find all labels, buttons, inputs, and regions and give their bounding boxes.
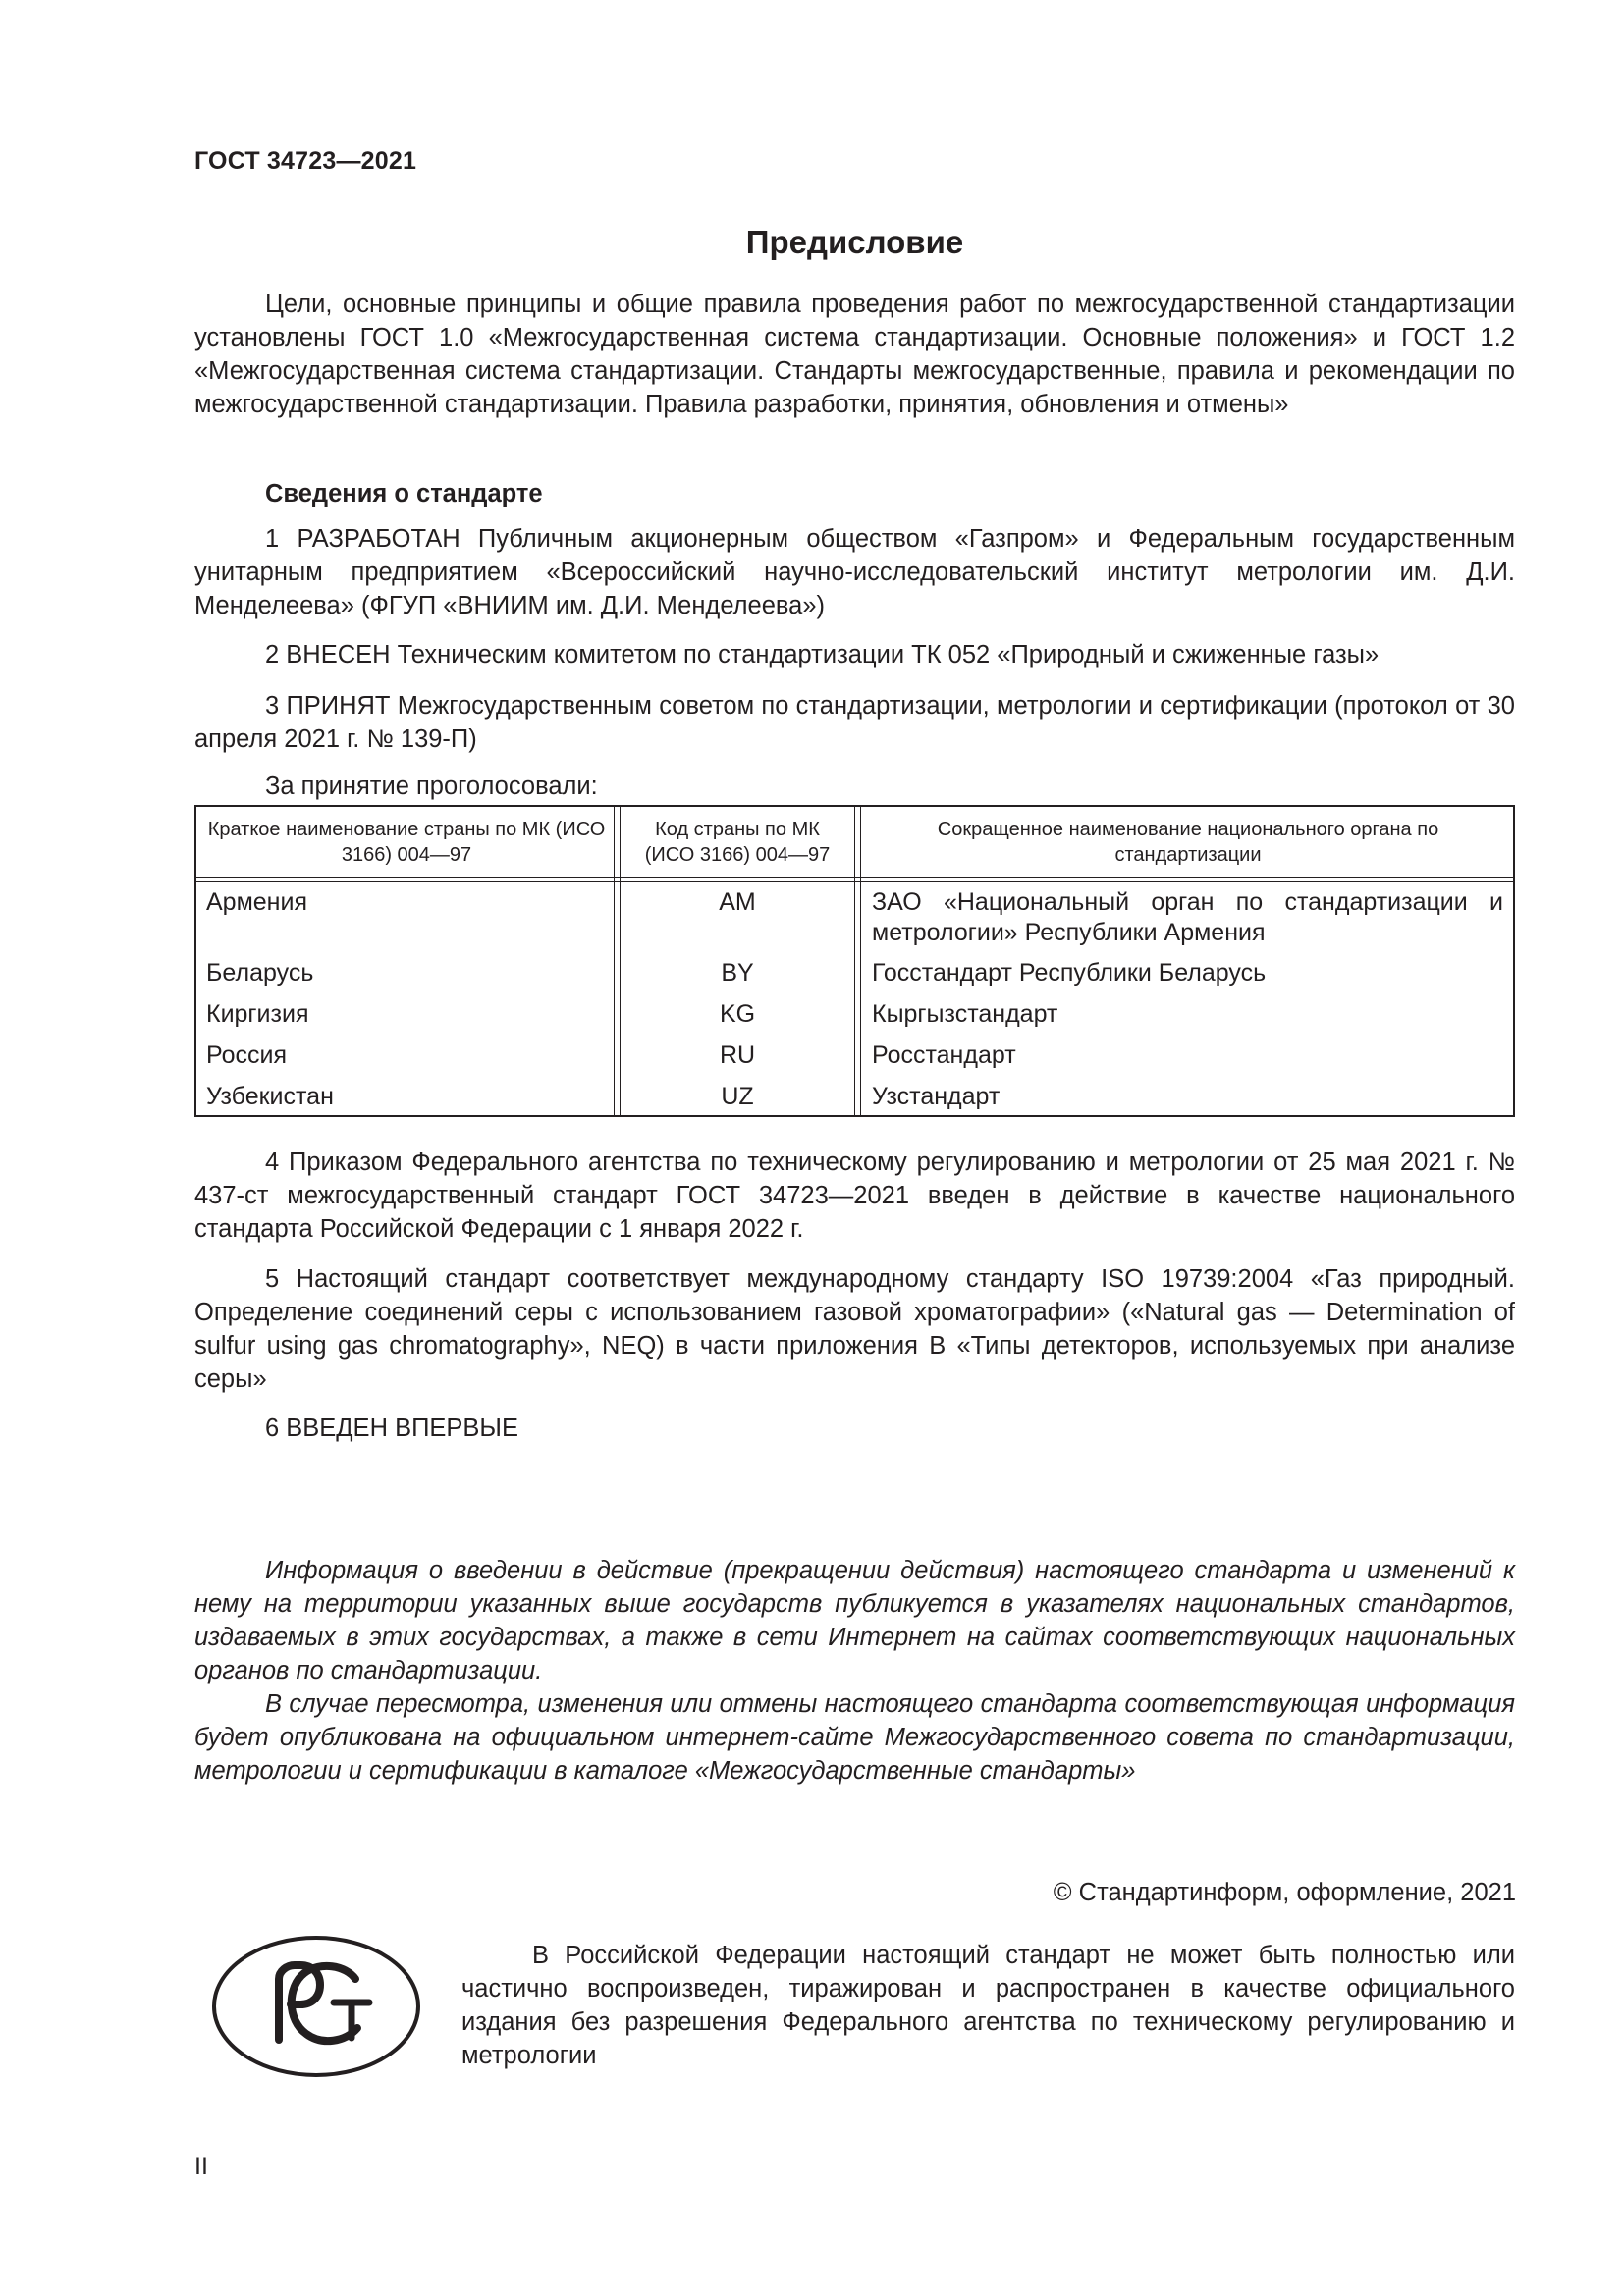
- table-cell-org: ЗАО «Национальный орган по стандартизации и метрологии» Республики Армения: [872, 888, 1503, 946]
- table-cell-org: Росстандарт: [872, 1041, 1016, 1069]
- voting-table: [194, 805, 1515, 1117]
- item-developed: 1 РАЗРАБОТАН Публичным акционерным обществом «Газпром» и Федеральным государственным унитарным предприятием «Всероссийский научно-исследовательский институт метрологии им. Д.И. Менделеева» (ФГУП «ВНИИМ им. Д.И. Менделеева»): [194, 525, 1515, 619]
- table-column-divider: [854, 807, 861, 1115]
- notice-paragraph: В случае пересмотра, изменения или отмены настоящего стандарта соответствующая информация будет опубликована на официальном интернет-сайте Межгосударственного совета по стандартизации, метрологии и сертификации в каталоге «Межгосударственные стандарты»: [194, 1690, 1515, 1785]
- document-code: ГОСТ 34723—2021: [194, 147, 417, 175]
- item-first-introduced: 6 ВВЕДЕН ВПЕРВЫЕ: [265, 1415, 519, 1442]
- table-cell-country: Беларусь: [206, 959, 314, 987]
- rights-notice: В Российской Федерации настоящий стандарт не может быть полностью или частично воспроизведен, тиражирован и распространен в качестве официального издания без разрешения Федерального агентства по техническому регулированию и метрологии: [461, 1942, 1515, 2069]
- table-cell-code: AM: [719, 888, 756, 916]
- table-cell-country: Киргизия: [206, 1000, 309, 1028]
- table-cell-country: Россия: [206, 1041, 287, 1069]
- table-cell-country: Армения: [206, 888, 307, 916]
- page-number: II: [194, 2153, 208, 2180]
- vote-label: За принятие проголосовали:: [265, 773, 598, 800]
- table-column-divider: [614, 807, 621, 1115]
- page-title: Предисловие: [745, 224, 964, 260]
- notice-paragraph: Информация о введении в действие (прекращении действия) настоящего стандарта и изменений к нему на территории указанных выше государств публикуется в указателях национальных стандартов, издаваемых в этих государствах, а также в сети Интернет на сайтах соответствующих национальных органов по стандартизации.: [194, 1557, 1515, 1684]
- rst-logo-icon: [210, 1934, 422, 2079]
- table-cell-country: Узбекистан: [206, 1083, 334, 1110]
- copyright-line: © Стандартинформ, оформление, 2021: [1053, 1879, 1516, 1906]
- intro-paragraph: Цели, основные принципы и общие правила проведения работ по межгосударственной стандартизации установлены ГОСТ 1.0 «Межгосударственная система стандартизации. Основные положения» и ГОСТ 1.2 «Межгосударственная система стандартизации. Стандарты межгосударственные, правила и рекомендации по межгосударственной стандартизации. Правила разработки, принятия, обновления и отмены»: [194, 291, 1515, 418]
- item-conformity: 5 Настоящий стандарт соответствует международному стандарту ISO 19739:2004 «Газ природный. Определение соединений серы с использованием газовой хроматографии» («Natural gas — Determination of sulfur using gas chromatography», NEQ) в части приложения В «Типы детекторов, используемых при анализе серы»: [194, 1265, 1515, 1393]
- table-cell-code: BY: [721, 959, 754, 987]
- table-cell-code: KG: [719, 1000, 756, 1028]
- table-header-country: Краткое наименование страны по МК (ИСО 3166) 004—97: [207, 819, 606, 866]
- table-header-code: Код страны по МК (ИСО 3166) 004—97: [644, 819, 831, 866]
- table-cell-code: RU: [719, 1041, 756, 1069]
- table-cell-code: UZ: [721, 1083, 754, 1110]
- item-submitted: 2 ВНЕСЕН Техническим комитетом по стандартизации ТК 052 «Природный и сжиженные газы»: [265, 641, 1380, 668]
- table-header-org: Сокращенное наименование национального органа по стандартизации: [937, 819, 1439, 866]
- item-enacted: 4 Приказом Федерального агентства по техническому регулированию и метрологии от 25 мая 2021 г. № 437-ст межгосударственный стандарт ГОСТ 34723—2021 введен в действие в качестве национального стандарта Российской Федерации с 1 января 2022 г.: [194, 1148, 1515, 1243]
- standard-info-heading: Сведения о стандарте: [265, 480, 543, 507]
- table-cell-org: Госстандарт Республики Беларусь: [872, 959, 1267, 987]
- table-header-divider: [196, 877, 1513, 882]
- table-cell-org: Узстандарт: [872, 1083, 1001, 1110]
- table-cell-org: Кыргызстандарт: [872, 1000, 1058, 1028]
- item-adopted: 3 ПРИНЯТ Межгосударственным советом по стандартизации, метрологии и сертификации (протокол от 30 апреля 2021 г. № 139-П): [194, 692, 1515, 753]
